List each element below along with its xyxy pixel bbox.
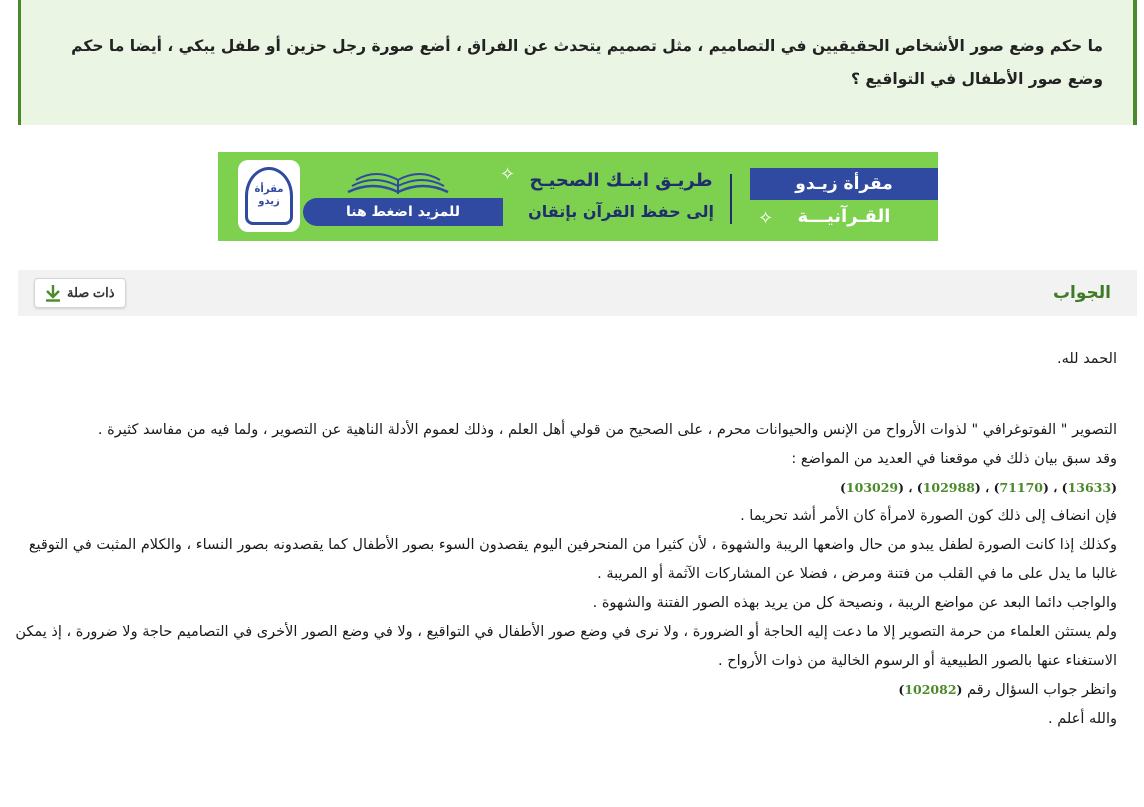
question-box xyxy=(18,0,1137,125)
sparkle-icon: ✧ xyxy=(500,164,516,185)
answer-title: الجواب xyxy=(1052,283,1111,303)
banner-cta-button[interactable]: للمزيد اضغط هنا xyxy=(303,198,503,226)
quran-logo-icon: مقرأة زيدو xyxy=(245,167,293,225)
answer-opening: الحمد لله. xyxy=(1056,351,1117,367)
banner-logo xyxy=(238,160,300,232)
banner-brand: مقرأة زيـدو xyxy=(750,168,938,200)
answer-content xyxy=(7,340,1117,734)
reference-list: (13633) ، (71170) ، (102988) ، (103029) xyxy=(840,480,1117,495)
ad-banner[interactable] xyxy=(218,152,938,241)
answer-header xyxy=(18,270,1137,316)
answer-paragraph: فإن انضاف إلى ذلك كون الصورة لامرأة كان الأمر أشد تحريما . xyxy=(740,508,1117,524)
reference-link[interactable]: 103029 xyxy=(845,480,899,495)
banner-divider xyxy=(730,174,732,224)
answer-paragraph: والواجب دائما البعد عن مواضع الريبة ، ونصيحة كل من يريد بهذه الصور الفتنة والشهوة . xyxy=(592,595,1117,611)
question-text: ما حكم وضع صور الأشخاص الحقيقيين في التصاميم ، مثل تصميم يتحدث عن الفراق ، أضع صورة رجل حزين أو طفل يبكي ، أيضا ما حكم وضع صور الأطفال في التواقيع ؟ xyxy=(71,37,1103,88)
related-button[interactable] xyxy=(34,278,126,308)
reference-link[interactable]: 13633 xyxy=(1067,480,1112,495)
answer-paragraph: وقد سبق بيان ذلك في موقعنا في العديد من المواضع : xyxy=(791,451,1117,467)
open-book-icon xyxy=(338,162,458,198)
answer-paragraph: وكذلك إذا كانت الصورة لطفل يبدو من حال واضعها الريبة والشهوة ، لأن كثيرا من المنحرفين اليوم يقصدون السوء بصور الأطفال كما يقصدونه بصور النساء ، والكلام المثبت في التوقيع غالبا ما يدل على ما في القلب من فتنة ومرض ، فضلا عن المشاركات الآثمة أو المريبة . xyxy=(28,537,1117,582)
sparkle-icon: ✧ xyxy=(758,208,774,229)
answer-closing: والله أعلم . xyxy=(1048,711,1117,727)
banner-tagline-2: إلى حفظ القرآن بإتقان xyxy=(528,202,714,221)
answer-see-also: وانظر جواب السؤال رقم (102082) xyxy=(898,682,1117,698)
answer-paragraph: ولم يستثن العلماء من حرمة التصوير إلا ما دعت إليه الحاجة أو الضرورة ، ولا نرى في وضع صور الأطفال في التواقيع ، ولا في وضع الصور الأخرى في التصاميم حاجة ولا ضرورة ، إذ يمكن الاستغناء عنها بالصور الطبيعية أو الرسوم الخالية من ذوات الأرواح . xyxy=(15,624,1117,669)
download-arrow-icon xyxy=(45,284,61,302)
reference-link[interactable]: 71170 xyxy=(999,480,1043,495)
reference-link[interactable]: 102082 xyxy=(904,682,957,697)
answer-paragraph: التصوير " الفوتوغرافي " لذوات الأرواح من الإنس والحيوانات محرم ، على الصحيح من قولي أهل العلم ، وذلك لعموم الأدلة الناهية عن التصوير ، ولما فيه من مفاسد كثيرة . xyxy=(97,422,1117,438)
related-label: ذات صلة xyxy=(67,285,115,300)
banner-brand-sub: القـرآنيـــة xyxy=(797,206,891,227)
banner-tagline-1: طريـق ابنـك الصحيـح xyxy=(529,170,713,191)
reference-link[interactable]: 102988 xyxy=(922,480,975,495)
